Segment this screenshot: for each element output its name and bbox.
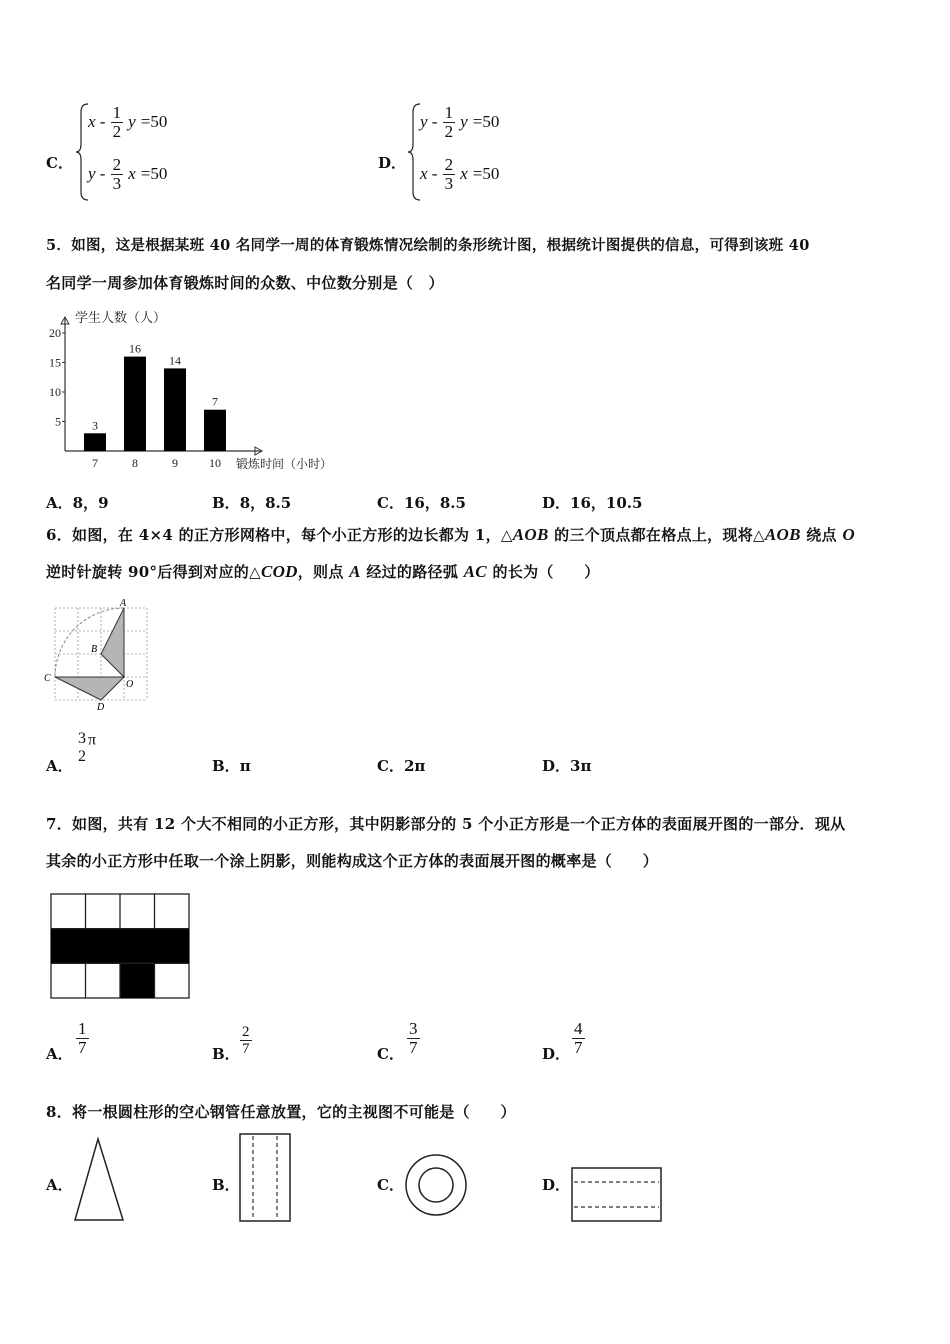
x-axis-label: 锻炼时间（小时） xyxy=(236,457,333,471)
bar-value-label: 3 xyxy=(92,418,98,433)
bar-value-label: 16 xyxy=(129,341,141,356)
q7-option-b-value: $\frac{2}{7}$ xyxy=(242,1024,250,1057)
q7-text-line1: 7．如图，共有 12 个大不相同的小正方形，其中阴影部分的 5 个小正方形是一个正方体的表面展开图的一部分．现从 xyxy=(46,815,846,833)
x-tick-label: 8 xyxy=(132,456,138,470)
q6-option-a[interactable]: A． xyxy=(46,757,73,775)
q7-text-line2: 其余的小正方形中任取一个涂上阴影，则能构成这个正方体的表面展开图的概率是（ ） xyxy=(46,852,659,870)
option-d-label: D． xyxy=(378,154,407,172)
shaded-row xyxy=(51,929,189,964)
label-b: B xyxy=(91,644,98,655)
bar-value-label: 7 xyxy=(212,394,218,409)
bar xyxy=(164,368,186,451)
x-tick-label: 9 xyxy=(172,456,178,470)
q8-option-b[interactable]: B． xyxy=(212,1176,240,1194)
y-tick-label: 10 xyxy=(49,385,61,399)
q7-option-c-value: $\frac{3}{7}$ xyxy=(409,1019,418,1057)
q5-option-c[interactable]: C．16，8.5 xyxy=(377,494,466,512)
q7-option-b[interactable]: B． xyxy=(212,1045,240,1063)
q7-option-a-value: $\frac{1}{7}$ xyxy=(78,1019,87,1057)
horizontal-rect-view xyxy=(570,1166,664,1224)
equation-d-1: y - $\frac{1}{2}$ y =50 xyxy=(420,103,500,141)
q8-option-c[interactable]: C． xyxy=(377,1176,404,1194)
vertical-rect-view xyxy=(238,1132,292,1224)
label-o: O xyxy=(126,679,134,690)
q6-text-line1: 6．如图，在 4×4 的正方形网格中，每个小正方形的边长都为 1，△AOB 的三个顶点都在格点上，现将△AOB 绕点 O xyxy=(46,525,855,544)
q6-option-d[interactable]: D．3π xyxy=(542,757,592,775)
label-d: D xyxy=(97,702,105,713)
triangle-view xyxy=(72,1136,126,1224)
q7-option-d-value: $\frac{4}{7}$ xyxy=(574,1019,583,1057)
y-tick-label: 20 xyxy=(49,326,61,340)
q6-option-c[interactable]: C．2π xyxy=(377,757,426,775)
rotation-grid-figure xyxy=(40,596,160,714)
x-tick-label: 7 xyxy=(92,456,98,470)
equation-c-1: x - $\frac{1}{2}$ y =50 xyxy=(88,103,168,141)
q5-option-d[interactable]: D．16，10.5 xyxy=(542,494,643,512)
square-grid-figure xyxy=(50,892,192,1000)
concentric-circles-view xyxy=(403,1152,469,1218)
label-c: C xyxy=(44,673,51,684)
q7-option-c[interactable]: C． xyxy=(377,1045,404,1063)
y-tick-label: 5 xyxy=(55,414,61,429)
q7-option-a[interactable]: A． xyxy=(46,1045,73,1063)
equation-c-2: y - $\frac{2}{3}$ x =50 xyxy=(88,155,168,193)
q7-option-d[interactable]: D． xyxy=(542,1045,571,1063)
triangle-aob xyxy=(101,608,124,677)
shaded-bottom xyxy=(120,963,155,998)
y-axis-label: 学生人数（人） xyxy=(75,310,167,325)
q8-option-a[interactable]: A． xyxy=(46,1176,73,1194)
bar xyxy=(124,357,146,451)
x-tick-label: 10 xyxy=(209,456,221,470)
q5-text-line2: 名同学一周参加体育锻炼时间的众数、中位数分别是（ ） xyxy=(46,274,444,292)
triangle-cod xyxy=(55,677,124,700)
y-tick-label: 15 xyxy=(49,355,61,370)
q6-option-a-value: 3 2 π xyxy=(78,730,97,765)
q5-option-a[interactable]: A．8，9 xyxy=(46,494,109,512)
q6-text-line2: 逆时针旋转 90°后得到对应的△COD，则点 A 经过的路径弧 AC 的长为（ ） xyxy=(46,562,600,581)
option-c-label: C． xyxy=(46,154,73,172)
bar-chart xyxy=(40,305,370,475)
q8-text-line1: 8．将一根圆柱形的空心钢管任意放置，它的主视图不可能是（ ） xyxy=(46,1103,516,1121)
label-a: A xyxy=(120,598,127,609)
q5-text-line1: 5．如图，这是根据某班 40 名同学一周的体育锻炼情况绘制的条形统计图，根据统计图提供的信息，可得到该班 40 xyxy=(46,237,810,254)
q6-option-b[interactable]: B．π xyxy=(212,757,251,775)
bar-value-label: 14 xyxy=(169,353,181,368)
q5-option-b[interactable]: B．8，8.5 xyxy=(212,494,292,512)
bar xyxy=(204,410,226,451)
bar xyxy=(84,433,106,451)
q8-option-d[interactable]: D． xyxy=(542,1176,571,1194)
equation-d-2: x - $\frac{2}{3}$ x =50 xyxy=(420,155,500,193)
